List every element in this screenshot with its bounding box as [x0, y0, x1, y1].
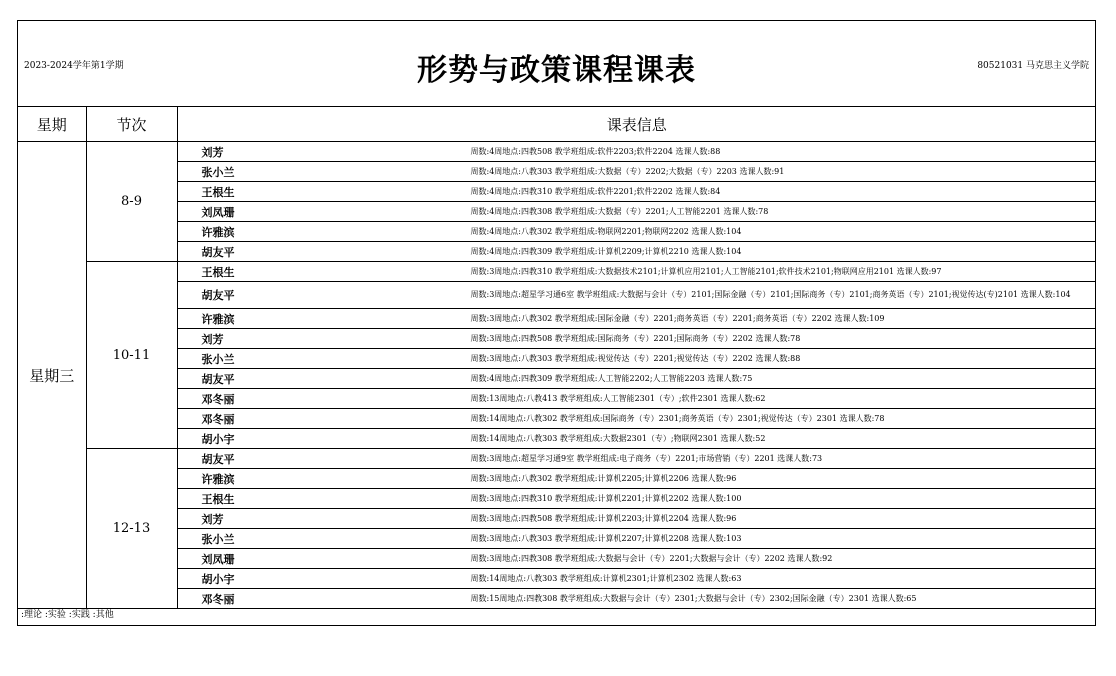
table-row — [18, 429, 1096, 449]
course-info-cell — [177, 509, 1096, 529]
column-header-info: 课表信息 — [177, 107, 1096, 142]
course-detail: 周数:3周地点:四教508 教学班组成:国际商务（专）2201;国际商务（专）2202 选课人数:78 — [470, 333, 801, 343]
course-detail: 周数:3周地点:八教303 教学班组成:计算机2207;计算机2208 选课人数:103 — [470, 533, 742, 543]
course-info-cell — [177, 409, 1096, 429]
teacher-name: 刘芳 — [201, 332, 224, 346]
course-detail: 周数:3周地点:四教508 教学班组成:计算机2203;计算机2204 选课人数:96 — [470, 513, 737, 523]
teacher-name: 张小兰 — [201, 352, 235, 366]
course-info-cell — [177, 202, 1096, 222]
course-detail: 周数:4周地点:八教303 教学班组成:大数据（专）2202;大数据（专）2203 选课人数:91 — [470, 166, 785, 176]
course-detail: 周数:3周地点:八教303 教学班组成:视觉传达（专）2201;视觉传达（专）2202 选课人数:88 — [470, 353, 801, 363]
teacher-name: 邓冬丽 — [201, 592, 235, 606]
course-info-cell — [177, 529, 1096, 549]
course-info-cell — [177, 282, 1096, 309]
teacher-name: 胡小宇 — [201, 572, 235, 586]
course-detail: 周数:14周地点:八教303 教学班组成:大数据2301（专）;物联网2301 选课人数:52 — [470, 433, 766, 443]
table-row — [18, 262, 1096, 282]
column-header-day: 星期 — [18, 107, 86, 142]
teacher-name: 许雅滨 — [201, 472, 235, 486]
teacher-name: 刘凤珊 — [201, 552, 235, 566]
period-cell: 8-9 — [86, 142, 177, 262]
course-info-cell — [177, 429, 1096, 449]
table-row — [18, 369, 1096, 389]
course-detail: 周数:3周地点:四教310 教学班组成:计算机2201;计算机2202 选课人数:100 — [470, 493, 742, 503]
teacher-name: 许雅滨 — [201, 312, 235, 326]
table-row — [18, 309, 1096, 329]
course-detail: 周数:3周地点:超星学习通9室 教学班组成:电子商务（专）2201;市场营销（专）2201 选课人数:73 — [470, 453, 823, 463]
schedule-table — [18, 107, 1096, 609]
table-row — [18, 142, 1096, 162]
teacher-name: 张小兰 — [201, 532, 235, 546]
course-detail: 周数:4周地点:四教308 教学班组成:大数据（专）2201;人工智能2201 选课人数:78 — [470, 206, 769, 216]
course-info-cell — [177, 389, 1096, 409]
table-row — [18, 469, 1096, 489]
course-info-cell — [177, 142, 1096, 162]
course-info-cell — [177, 449, 1096, 469]
course-detail: 周数:4周地点:四教309 教学班组成:人工智能2202;人工智能2203 选课人数:75 — [470, 373, 753, 383]
course-info-cell — [177, 369, 1096, 389]
teacher-name: 许雅滨 — [201, 225, 235, 239]
teacher-name: 刘芳 — [201, 512, 224, 526]
teacher-name: 刘凤珊 — [201, 205, 235, 219]
table-row — [18, 489, 1096, 509]
table-row — [18, 529, 1096, 549]
course-info-cell — [177, 309, 1096, 329]
table-row — [18, 242, 1096, 262]
teacher-name: 邓冬丽 — [201, 412, 235, 426]
course-detail: 周数:4周地点:四教309 教学班组成:计算机2209;计算机2210 选课人数:104 — [470, 246, 742, 256]
schedule-sheet — [17, 20, 1096, 626]
course-info-cell — [177, 162, 1096, 182]
period-cell: 10-11 — [86, 262, 177, 449]
table-row — [18, 349, 1096, 369]
teacher-name: 王根生 — [201, 492, 235, 506]
legend-footer: :理论 :实验 :实践 :其他 — [21, 610, 114, 620]
table-row — [18, 509, 1096, 529]
teacher-name: 胡友平 — [201, 289, 235, 302]
table-row — [18, 222, 1096, 242]
course-detail: 周数:4周地点:四教310 教学班组成:软件2201;软件2202 选课人数:84 — [470, 186, 721, 196]
teacher-name: 胡小宇 — [201, 432, 235, 446]
teacher-name: 胡友平 — [201, 452, 235, 466]
department-label: 80521031 马克思主义学院 — [977, 61, 1089, 71]
course-detail: 周数:3周地点:超星学习通6室 教学班组成:大数据与会计（专）2101;国际金融（专）2101;国际商务（专）2101;商务英语（专）2101;视觉传达(专)2101 选课人数:104 — [470, 290, 1071, 299]
course-detail: 周数:3周地点:八教302 教学班组成:计算机2205;计算机2206 选课人数:96 — [470, 473, 737, 483]
teacher-name: 邓冬丽 — [201, 392, 235, 406]
course-info-cell — [177, 242, 1096, 262]
course-info-cell — [177, 349, 1096, 369]
table-row — [18, 329, 1096, 349]
course-info-cell — [177, 469, 1096, 489]
course-info-cell — [177, 489, 1096, 509]
table-row — [18, 282, 1096, 309]
course-detail: 周数:3周地点:八教302 教学班组成:国际金融（专）2201;商务英语（专）2201;商务英语（专）2202 选课人数:109 — [470, 313, 885, 323]
course-info-cell — [177, 549, 1096, 569]
table-row — [18, 182, 1096, 202]
course-info-cell — [177, 569, 1096, 589]
table-row — [18, 409, 1096, 429]
teacher-name: 王根生 — [201, 185, 235, 199]
page-title: 形势与政策课程课表 — [417, 53, 696, 88]
weekday-cell: 星期三 — [18, 142, 86, 609]
course-info-cell — [177, 182, 1096, 202]
course-detail: 周数:13周地点:八教413 教学班组成:人工智能2301（专）;软件2301 选课人数:62 — [470, 393, 766, 403]
course-detail: 周数:4周地点:八教302 教学班组成:物联网2201;物联网2202 选课人数:104 — [470, 226, 742, 236]
course-detail: 周数:14周地点:八教302 教学班组成:国际商务（专）2301;商务英语（专）2301;视觉传达（专）2301 选课人数:78 — [470, 413, 885, 423]
column-header-period: 节次 — [86, 107, 177, 142]
course-detail: 周数:3周地点:四教310 教学班组成:大数据技术2101;计算机应用2101;人工智能2101;软件技术2101;物联网应用2101 选课人数:97 — [470, 266, 942, 276]
course-info-cell — [177, 222, 1096, 242]
period-cell: 12-13 — [86, 449, 177, 609]
table-row — [18, 449, 1096, 469]
table-row — [18, 389, 1096, 409]
course-info-cell — [177, 329, 1096, 349]
schedule-header — [18, 21, 1095, 107]
table-row — [18, 162, 1096, 182]
course-info-cell — [177, 262, 1096, 282]
course-detail: 周数:15周地点:四教308 教学班组成:大数据与会计（专）2301;大数据与会计（专）2302;国际金融（专）2301 选课人数:65 — [470, 593, 917, 603]
teacher-name: 刘芳 — [201, 145, 224, 159]
teacher-name: 胡友平 — [201, 245, 235, 259]
course-detail: 周数:3周地点:四教308 教学班组成:大数据与会计（专）2201;大数据与会计（专）2202 选课人数:92 — [470, 553, 833, 563]
teacher-name: 王根生 — [201, 265, 235, 279]
table-row — [18, 549, 1096, 569]
table-row — [18, 569, 1096, 589]
course-detail: 周数:4周地点:四教508 教学班组成:软件2203;软件2204 选课人数:88 — [470, 146, 721, 156]
teacher-name: 胡友平 — [201, 372, 235, 386]
course-detail: 周数:14周地点:八教303 教学班组成:计算机2301;计算机2302 选课人数:63 — [470, 573, 742, 583]
term-label: 2023-2024学年第1学期 — [24, 61, 124, 71]
teacher-name: 张小兰 — [201, 165, 235, 179]
table-row — [18, 202, 1096, 222]
